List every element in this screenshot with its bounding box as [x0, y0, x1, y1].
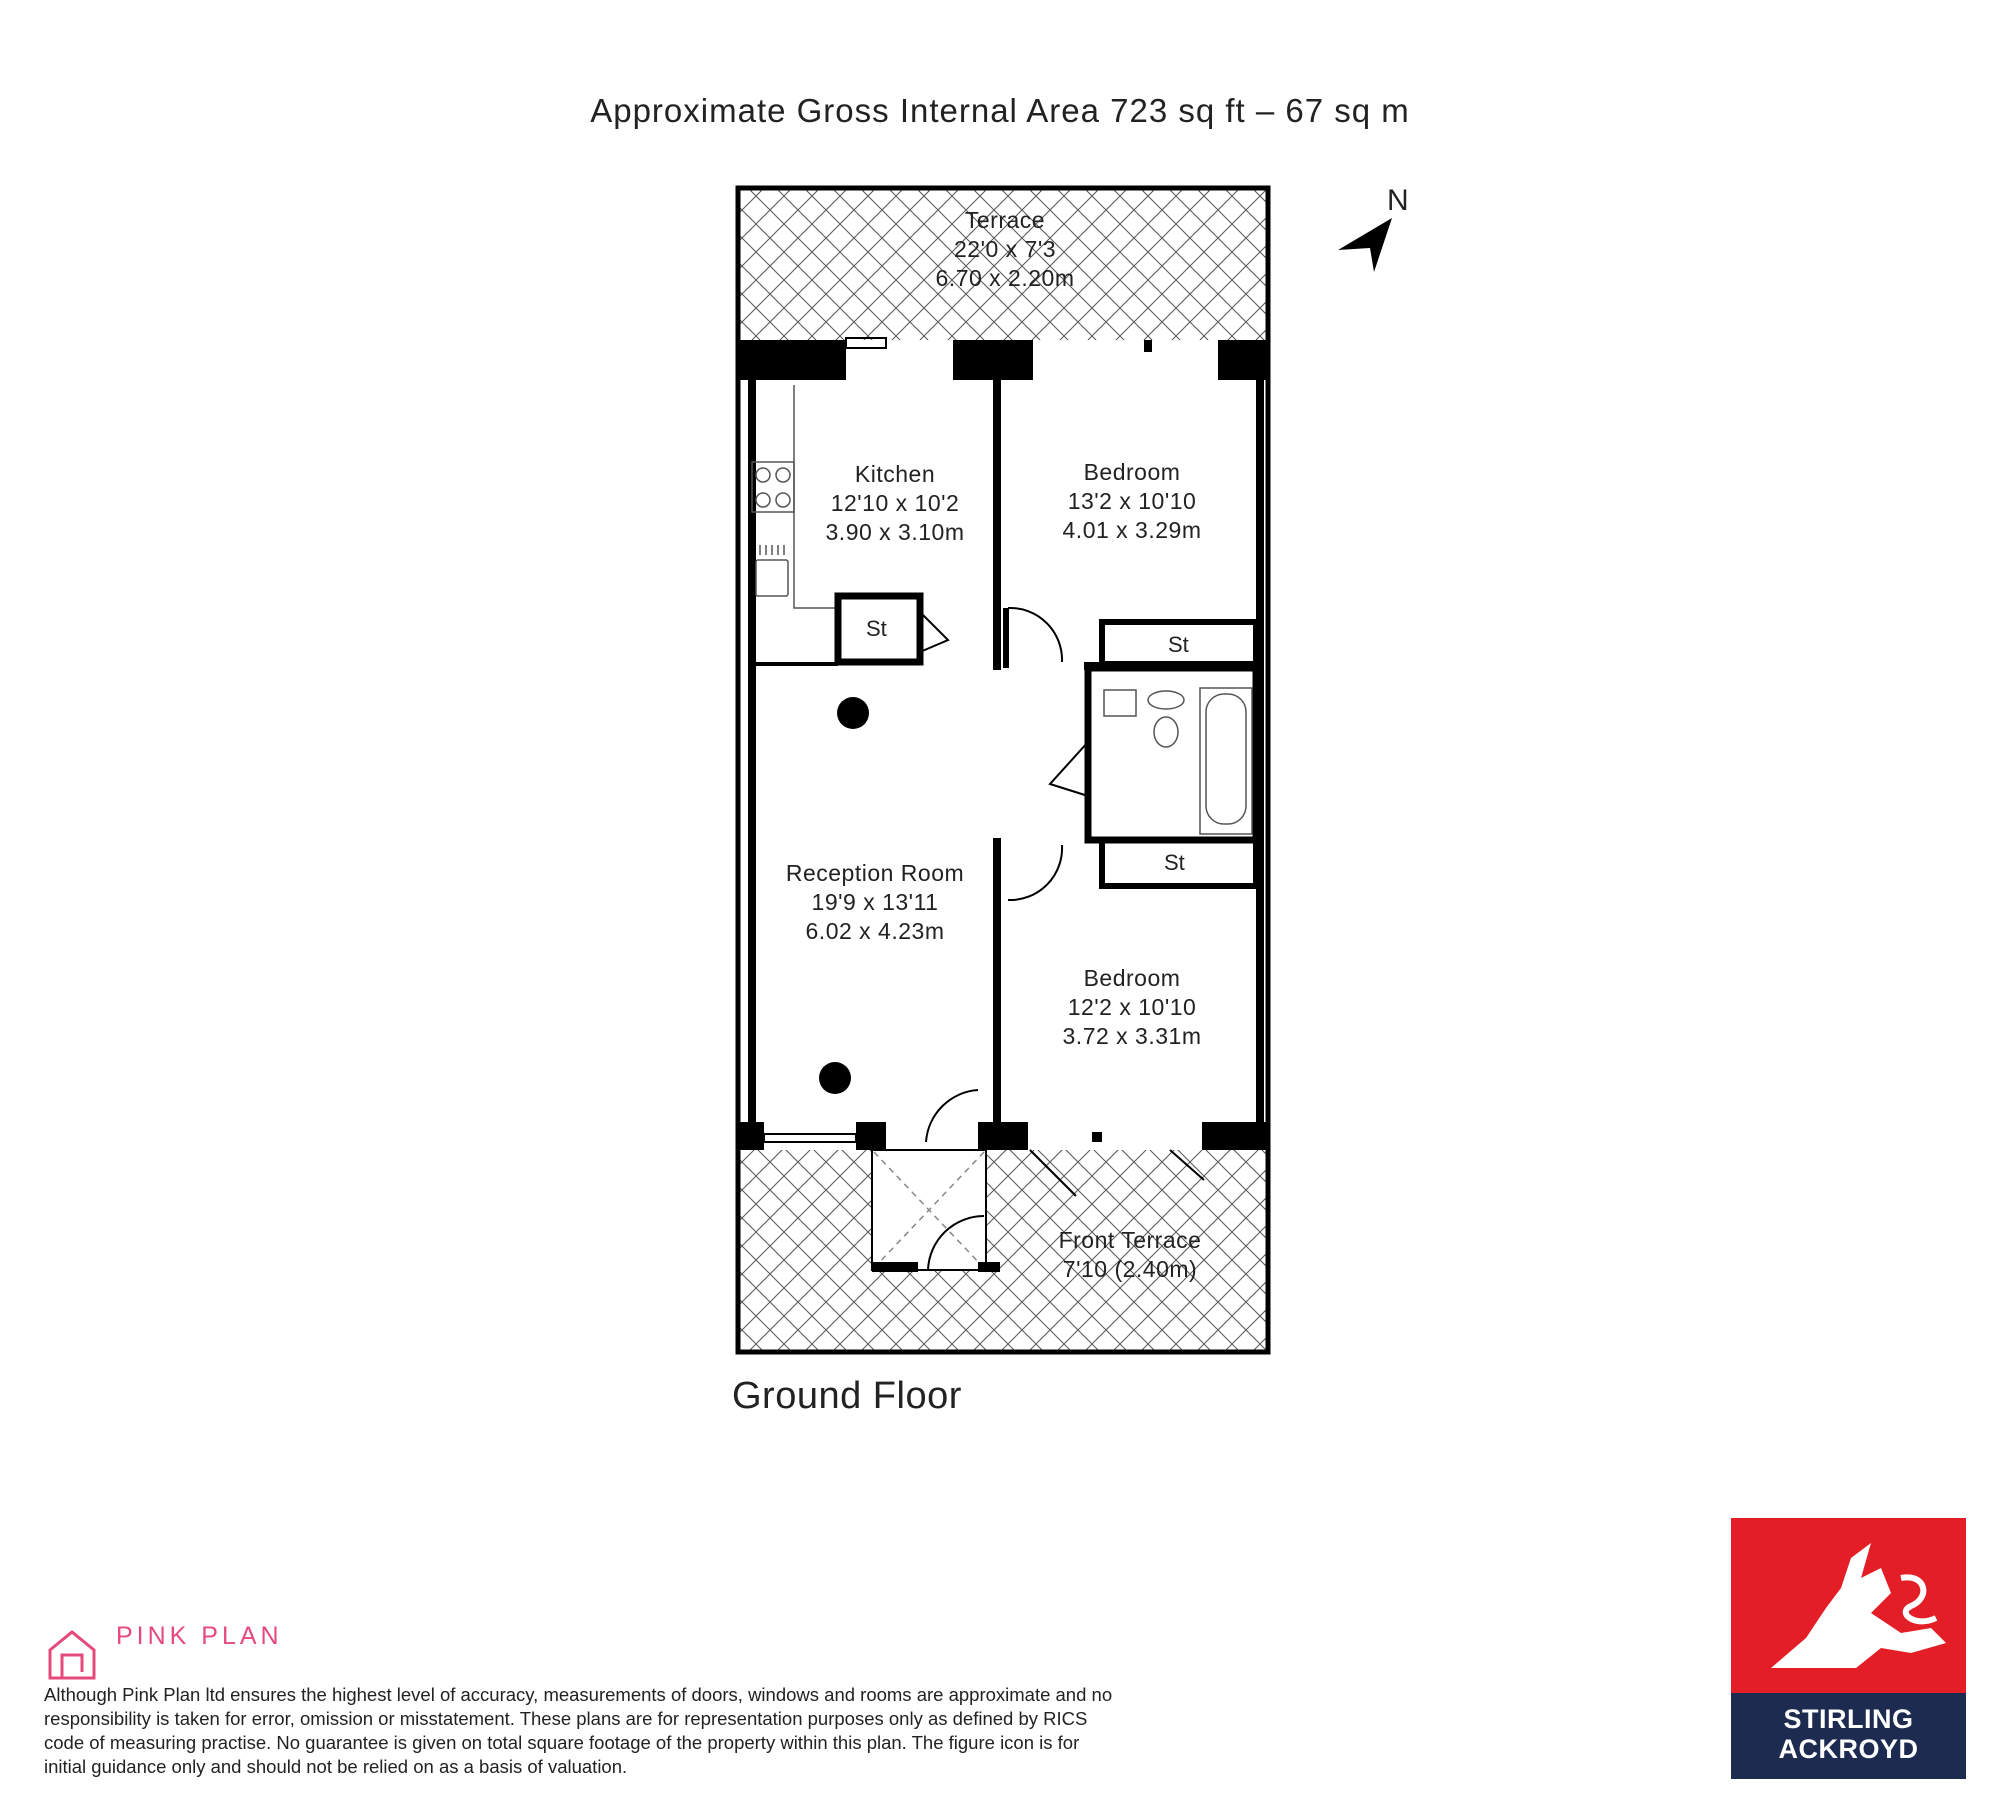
bathroom-fixtures: [1104, 688, 1252, 834]
room-label-reception: Reception Room 19'9 x 13'11 6.02 x 4.23m: [785, 860, 965, 944]
pink-plan-brand: PINK PLAN: [116, 1622, 283, 1650]
agent-logo-red-panel: [1731, 1518, 1966, 1693]
top-wall: [738, 340, 1268, 380]
storage-label-bedroom-1: St: [1168, 632, 1189, 657]
hob: [752, 462, 794, 512]
griffin-icon: [1731, 1518, 1966, 1693]
room-label-front-terrace: Front Terrace 7'10 (2.40m): [1058, 1227, 1202, 1282]
kitchen-sink: [756, 545, 788, 596]
stirling-ackroyd-logo: [1731, 1518, 1966, 1779]
room-label-bedroom-2: Bedroom 12'2 x 10'10 3.72 x 3.31m: [1062, 965, 1202, 1049]
disclaimer-text: Although Pink Plan ltd ensures the highest level of accuracy, measurements of doors, windows and rooms are approximate and no responsibility is taken for error, omission or misstatement. These plans are for representation purposes only as defined by RICS code of measuring practise. No guarantee is given on total square footage of the property within this plan. The figure icon is for initial guidance only and should not be relied on as a basis of valuation.: [44, 1684, 1113, 1777]
bottom-wall: [738, 1122, 1268, 1150]
floor-name: Ground Floor: [732, 1375, 962, 1417]
room-label-kitchen: Kitchen 12'10 x 10'2 3.90 x 3.10m: [825, 461, 965, 545]
room-label-bedroom-1: Bedroom 13'2 x 10'10 4.01 x 3.29m: [1062, 459, 1202, 543]
column: [819, 1062, 851, 1094]
pink-plan-logo-icon: [50, 1632, 94, 1678]
room-label-terrace: Terrace 22'0 x 7'3 6.70 x 2.20m: [935, 207, 1075, 291]
storage-label-bedroom-2: St: [1164, 850, 1185, 875]
north-label: N: [1387, 184, 1409, 217]
storage-label-kitchen: St: [866, 616, 887, 641]
area-title: Approximate Gross Internal Area 723 sq ft – 67 sq m: [590, 92, 1410, 129]
agent-logo-text: STIRLING ACKROYD: [1778, 1704, 1919, 1764]
north-arrow-icon: [1338, 218, 1392, 272]
column: [837, 697, 869, 729]
